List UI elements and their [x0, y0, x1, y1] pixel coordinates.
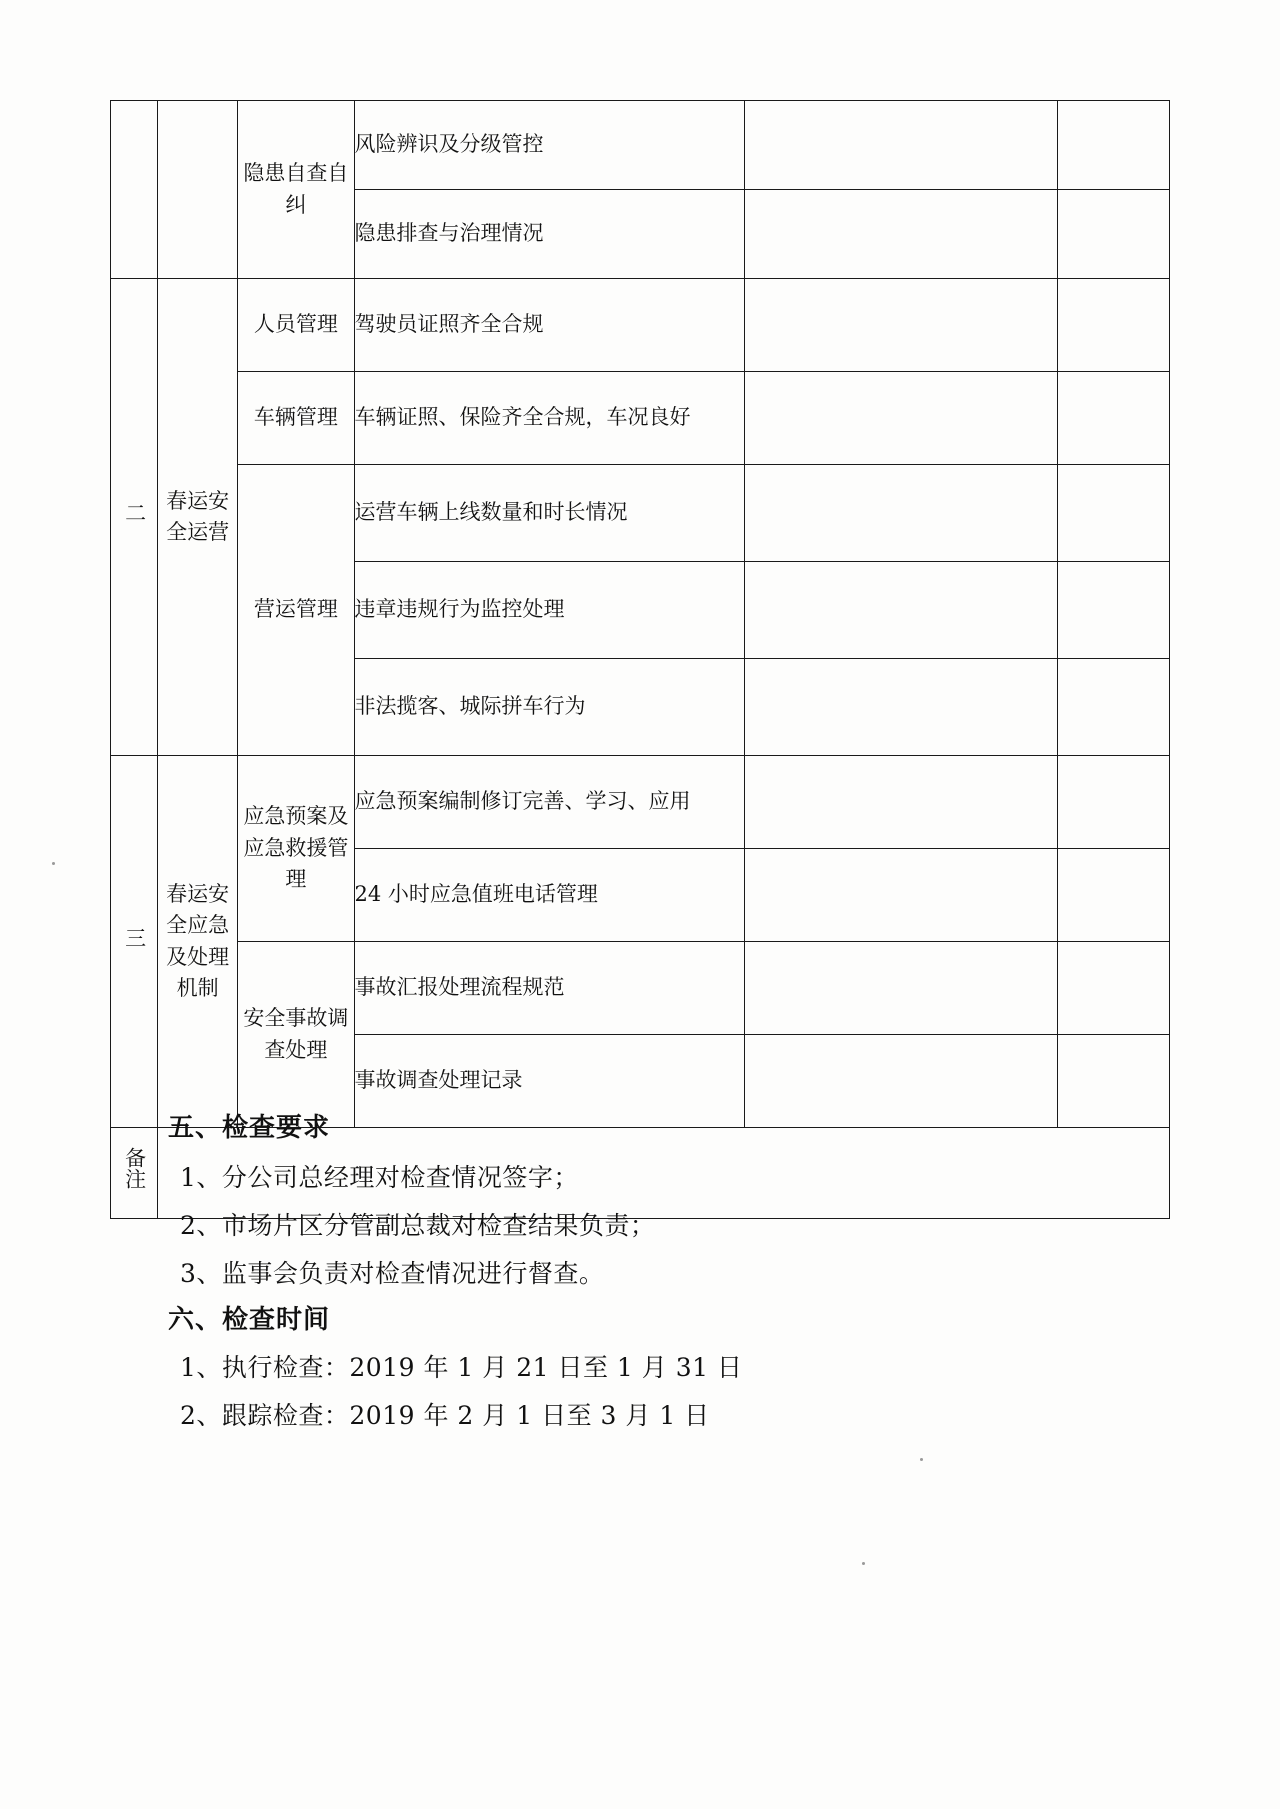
schedule-text: 1、执行检查：2019 年 1 月 21 日至 1 月 31 日 [180, 1353, 743, 1382]
cell-remark[interactable] [1058, 465, 1170, 562]
cell-result[interactable] [745, 942, 1058, 1035]
item-text: 运营车辆上线数量和时长情况 [354, 500, 628, 525]
cell-remark[interactable] [1058, 101, 1170, 190]
cell-number [111, 279, 158, 756]
cell-category [157, 756, 237, 1128]
cell-subcategory [238, 279, 354, 372]
section-6-line-1 [168, 1355, 1180, 1380]
cell-remark[interactable] [1058, 942, 1170, 1035]
cell-remark[interactable] [1058, 372, 1170, 465]
cell-result[interactable] [745, 279, 1058, 372]
cell-footer-label [111, 1128, 158, 1219]
cell-remark[interactable] [1058, 190, 1170, 279]
scan-artifact-dot [862, 1562, 865, 1565]
table-row [111, 942, 1170, 1035]
number-text: 三 [122, 926, 147, 948]
cell-subcategory [238, 942, 354, 1128]
cell-subcategory [238, 465, 354, 756]
table-row [111, 756, 1170, 849]
cell-item [354, 756, 745, 849]
requirement-text: 1、分公司总经理对检查情况签字； [180, 1163, 579, 1192]
item-text: 风险辨识及分级管控 [354, 132, 544, 157]
cell-item [354, 659, 745, 756]
cell-remark[interactable] [1058, 1035, 1170, 1128]
table-row [111, 279, 1170, 372]
cell-subcategory [238, 756, 354, 942]
cell-result[interactable] [745, 659, 1058, 756]
footer-label-text: 备注 [122, 1147, 147, 1190]
scan-artifact-dot [920, 1458, 923, 1461]
section-heading-6 [168, 1307, 1168, 1333]
section-6-title: 六、检查时间 [168, 1305, 331, 1335]
cell-item [354, 465, 745, 562]
subcategory-text: 营运管理 [253, 597, 338, 622]
subcategory-text: 应急预案及应急救援管理 [243, 804, 349, 892]
cell-result[interactable] [745, 190, 1058, 279]
cell-item [354, 849, 745, 942]
cell-remark[interactable] [1058, 562, 1170, 659]
cell-number [111, 101, 158, 279]
item-text: 事故调查处理记录 [354, 1068, 523, 1093]
subcategory-text: 隐患自查自纠 [243, 161, 349, 217]
item-text: 隐患排查与治理情况 [354, 221, 544, 246]
section-heading-5 [168, 1115, 1168, 1141]
cell-item [354, 942, 745, 1035]
cell-result[interactable] [745, 465, 1058, 562]
cell-item [354, 190, 745, 279]
item-text: 违章违规行为监控处理 [354, 597, 565, 622]
item-text: 车辆证照、保险齐全合规，车况良好 [354, 405, 691, 430]
item-text: 24 小时应急值班电话管理 [354, 882, 598, 907]
cell-item [354, 372, 745, 465]
requirement-text: 3、监事会负责对检查情况进行督查。 [180, 1259, 605, 1288]
cell-result[interactable] [745, 101, 1058, 190]
section-5-line-2 [168, 1213, 1180, 1238]
cell-item [354, 101, 745, 190]
cell-category [157, 279, 237, 756]
section-6-line-2 [168, 1403, 1180, 1428]
requirement-text: 2、市场片区分管副总裁对检查结果负责； [180, 1211, 656, 1240]
cell-item [354, 1035, 745, 1128]
schedule-text: 2、跟踪检查：2019 年 2 月 1 日至 3 月 1 日 [180, 1401, 710, 1430]
cell-remark[interactable] [1058, 849, 1170, 942]
subcategory-text: 车辆管理 [253, 405, 338, 430]
scan-artifact-dot [52, 862, 55, 865]
cell-item [354, 562, 745, 659]
item-text: 应急预案编制修订完善、学习、应用 [354, 789, 691, 814]
section-5-line-3 [168, 1261, 1180, 1286]
section-5-title: 五、检查要求 [168, 1113, 331, 1143]
number-text: 二 [122, 502, 147, 524]
cell-result[interactable] [745, 849, 1058, 942]
section-5-line-1 [168, 1165, 1180, 1190]
table-row [111, 372, 1170, 465]
subcategory-text: 人员管理 [253, 312, 338, 337]
cell-result[interactable] [745, 562, 1058, 659]
item-text: 驾驶员证照齐全合规 [354, 312, 544, 337]
cell-result[interactable] [745, 372, 1058, 465]
cell-result[interactable] [745, 1035, 1058, 1128]
category-text: 春运安全运营 [166, 488, 230, 544]
cell-remark[interactable] [1058, 756, 1170, 849]
category-text: 春运安全应急及处理机制 [166, 881, 230, 1000]
cell-item [354, 279, 745, 372]
item-text: 事故汇报处理流程规范 [354, 975, 565, 1000]
cell-subcategory [238, 372, 354, 465]
cell-remark[interactable] [1058, 279, 1170, 372]
item-text: 非法揽客、城际拼车行为 [354, 694, 586, 719]
table-row [111, 101, 1170, 190]
inspection-table [110, 100, 1170, 1219]
cell-result[interactable] [745, 756, 1058, 849]
cell-subcategory [238, 101, 354, 279]
cell-remark[interactable] [1058, 659, 1170, 756]
table-row [111, 465, 1170, 562]
subcategory-text: 安全事故调查处理 [243, 1006, 349, 1062]
inspection-table-wrapper [110, 100, 1170, 1219]
cell-category [157, 101, 237, 279]
cell-number [111, 756, 158, 1128]
